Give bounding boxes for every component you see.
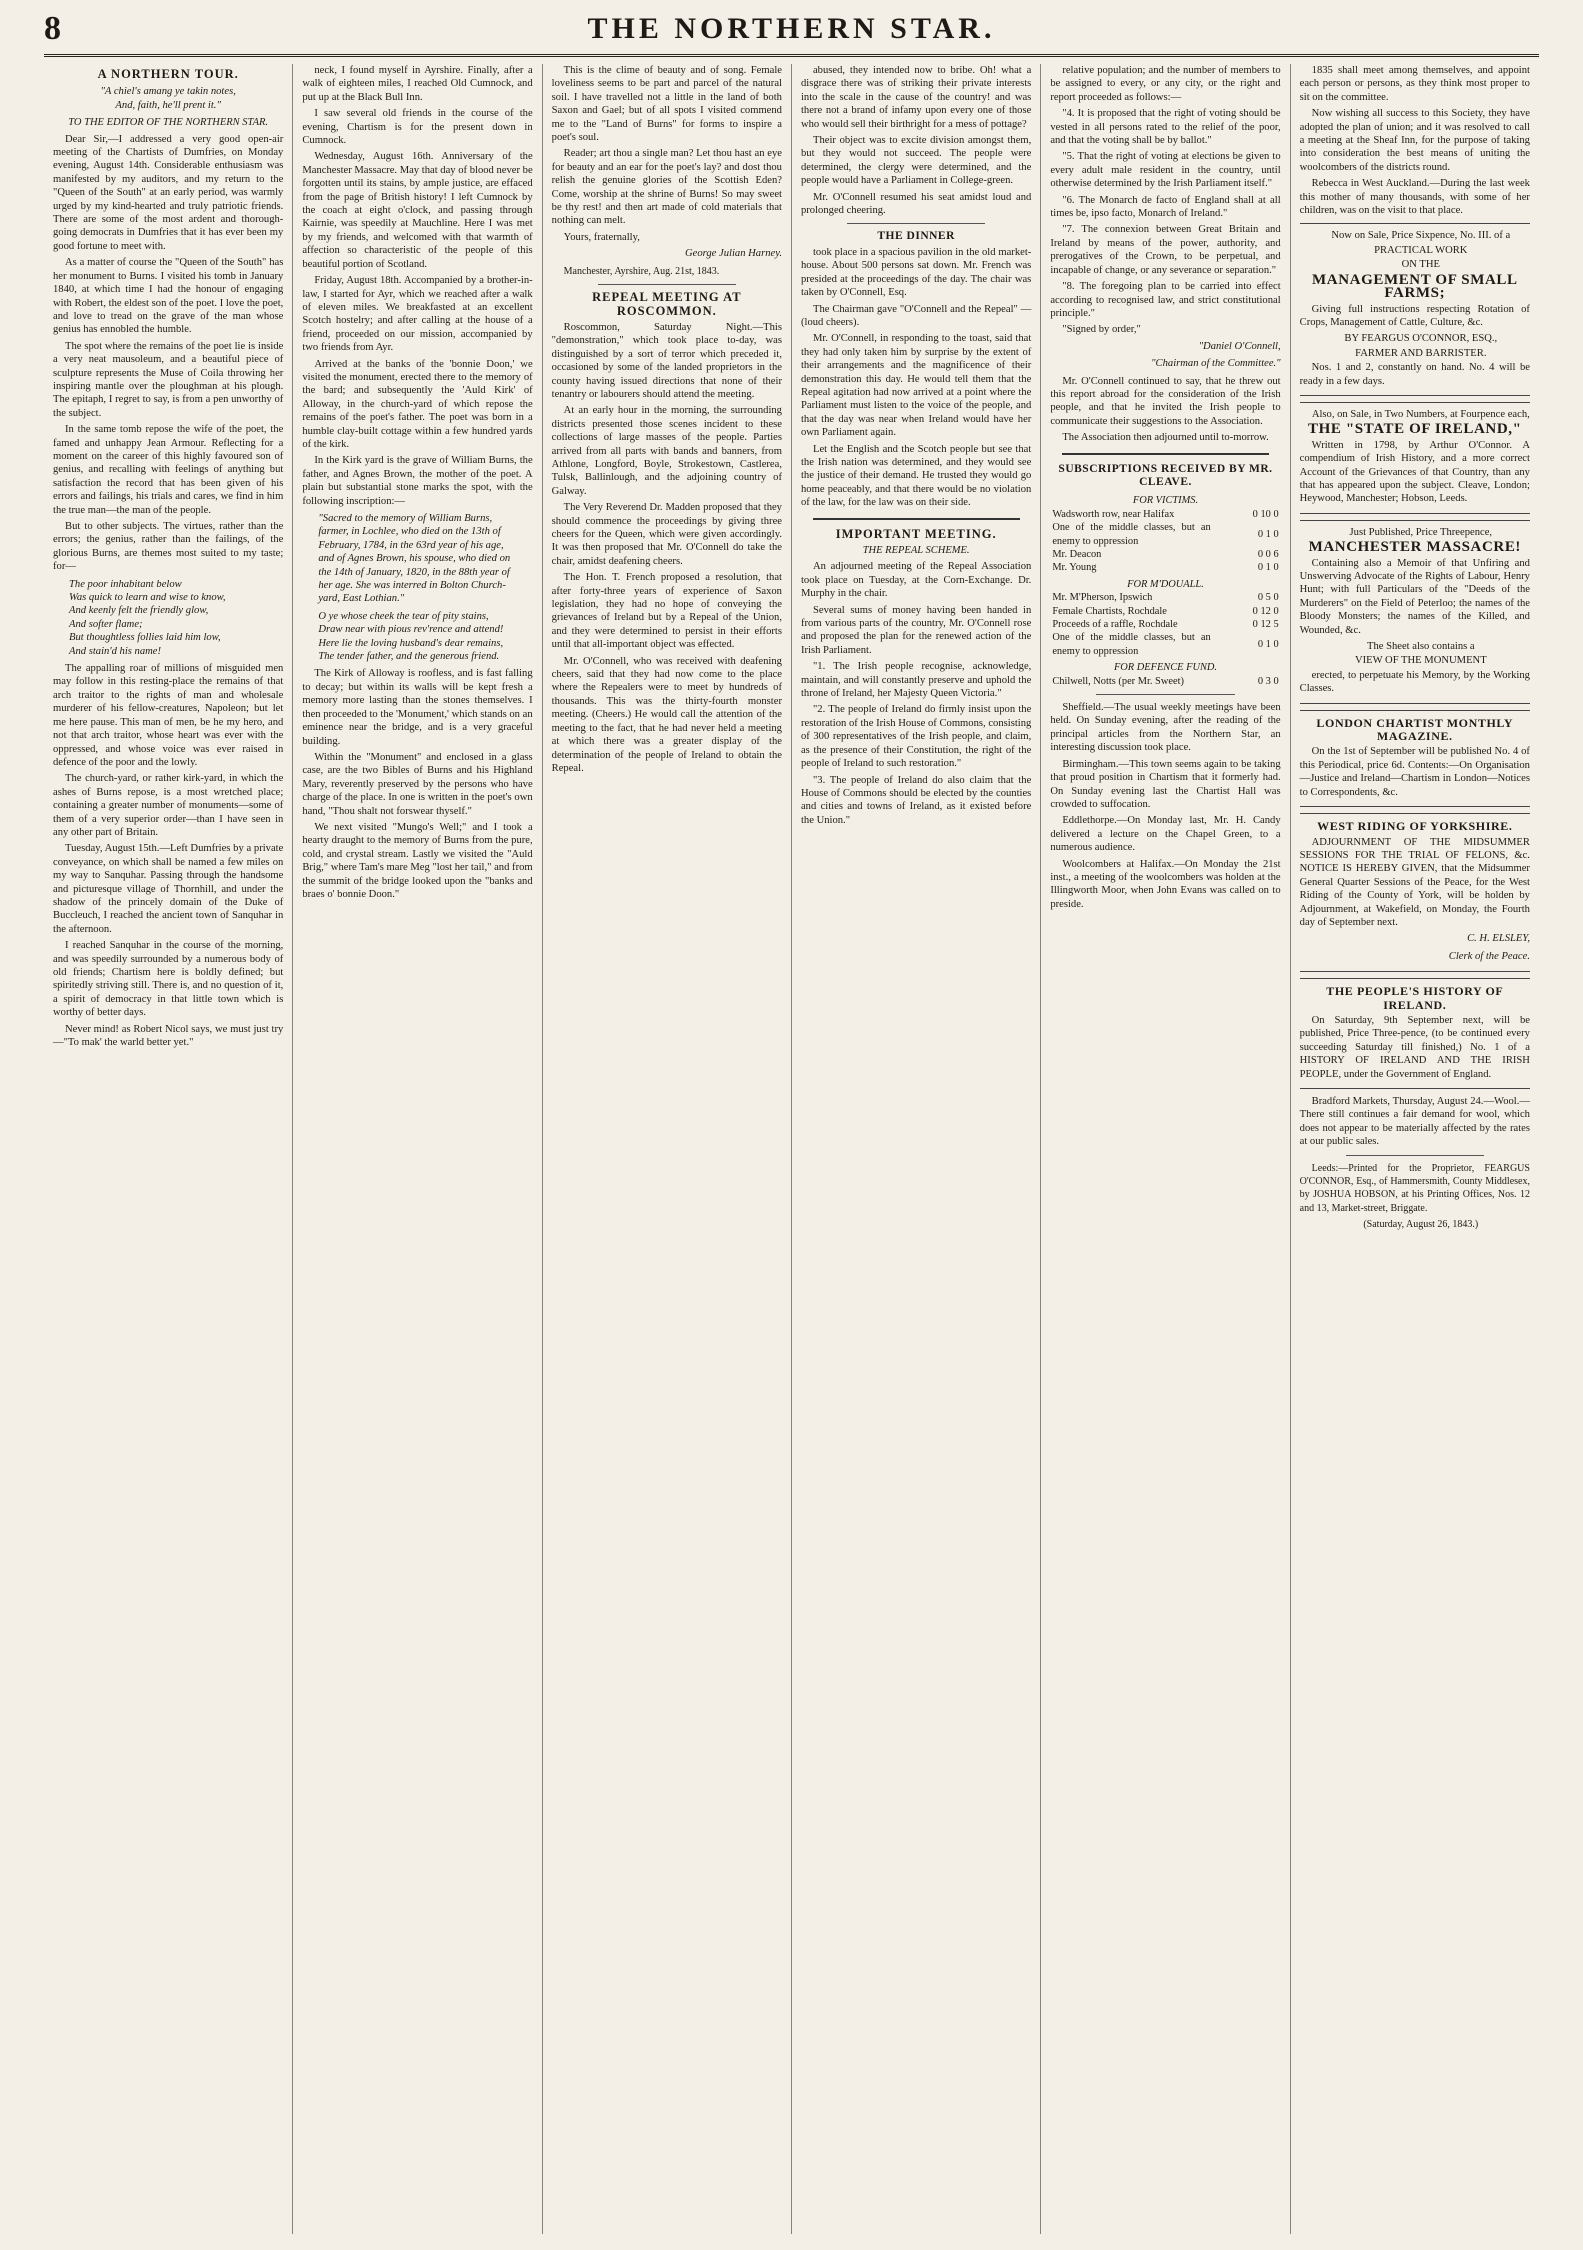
advertisement-small-farms xyxy=(1300,223,1530,395)
table-row: Mr. Young 0 1 0 xyxy=(1052,562,1279,574)
article-paragraph: The Hon. T. French proposed a resolution, that after forty-three years of experience of Saxon legislation, they had no hope of conveying the grievances of Ireland but by a Repeal of the Union, and they were determined to persist in their efforts until that all-important object was effected. xyxy=(551,572,782,651)
article-paragraph: The appalling roar of millions of misguided men may follow in this resting-place the remains of that arch traitor to the rights of man and wholesale murderer of his fellow-creatures, Napoleon; but let me here pause. This man of men, be he my hero, and not that arch traitor, whose heart was ever with the oppressed, and whose voice was ever raised in defence of the poor and the lowly. xyxy=(53,663,284,768)
advertisement-manchester-massacre xyxy=(1300,520,1530,704)
advertisement-west-riding xyxy=(1300,813,1530,972)
article-paragraph: Reader; art thou a single man? Let thou hast an eye for beauty and an ear for the poet's lay? and dost thou relish the genuine glories of the Scottish Eden? Come, worship at the shrine of Burns! So may sweet be thy rest! and then art made of cold materials that nothing can melt. xyxy=(551,148,782,227)
ad-title: THE "STATE OF IRELAND," xyxy=(1308,421,1522,438)
ad-body: Written in 1798, by Arthur O'Connor. A compendium of Irish History, and a more correct Account of the Grievances of that Country, than any that has appeared upon the subject. Cleave, London; Heywood, Manchester; Hobson, Leeds. xyxy=(1299,439,1530,505)
section-divider xyxy=(1346,1155,1484,1156)
table-row: Chilwell, Notts (per Mr. Sweet) 0 3 0 xyxy=(1052,675,1279,687)
article-paragraph: "Signed by order," xyxy=(1062,324,1141,336)
table-row: Proceeds of a raffle, Rochdale 0 12 5 xyxy=(1052,619,1279,631)
printer-imprint: Leeds:—Printed for the Proprietor, FEARGUS O'CONNOR, Esq., of Hammersmith, County Middlesex, by JOSHUA HOBSON, at his Printing Offices, Nos. 12 and 13, Market-street, Briggate. xyxy=(1299,1162,1530,1214)
subscription-group-title: FOR DEFENCE FUND. xyxy=(1113,662,1217,674)
ad-lead: Now on Sale, Price Sixpence, No. III. of a xyxy=(1331,230,1511,242)
article-paragraph: "5. That the right of voting at elections be given to every adult male resident in the country, until otherwise determined by the Irish Parliament itself." xyxy=(1050,151,1281,190)
article-paragraph: Friday, August 18th. Accompanied by a brother-in-law, I started for Ayr, which we reached after a walk of eleven miles. We breakfasted at an excellent Scotch hostelry; and after calling at the house of a friend, proceeded on our mission, accompanied by two friends from Ayr. xyxy=(302,275,533,354)
article-paragraph: In the same tomb repose the wife of the poet, the famed and unhappy Jean Armour. Reflecting for a moment on the career of this highly favoured son of genius, and recalling with feelings of anything but satisfaction the record that has been given of his errors and failings, his trials and cares, we find in him the true man—the man of the people. xyxy=(53,424,284,516)
article-paragraph: At an early hour in the morning, the surrounding districts presented those scenes incident to these collections of large masses of the people. Parties arrived from all parts with bands and banners, from Athlone, Longford, Boyle, Strokestown, Castlerea, Tulsk, Ballinlough, and the adjoining country of Galway. xyxy=(551,405,782,497)
article-paragraph: I reached Sanquhar in the course of the morning, and was speedily surrounded by a numerous body of old friends; Chartism here is boldly defined; but spiritedly striving still. There is, and no question of it, a spirit of democracy in that little town which is worthy of better days. xyxy=(53,940,284,1019)
page-columns xyxy=(44,64,1539,2234)
table-row: One of the middle classes, but an enemy to oppression 0 1 0 xyxy=(1052,632,1279,657)
ad-title: THE PEOPLE'S HISTORY OF IRELAND. xyxy=(1326,984,1504,1012)
article-paragraph: Birmingham.—This town seems again to be taking that proud position in Chartism that it formerly had. On Sunday evening last the Chartist Hall was crowded to suffocation. xyxy=(1050,758,1281,810)
article-dateline: Manchester, Ayrshire, Aug. 21st, 1843. xyxy=(563,265,720,277)
imprint-date: (Saturday, August 26, 1843.) xyxy=(1363,1219,1479,1231)
article-paragraph: Several sums of money having been handed in from various parts of the country, Mr. O'Connell rose and proposed the plan for the renewed action of the Irish Parliament. xyxy=(800,604,1032,656)
article-paragraph: "7. The connexion between Great Britain and Ireland by means of the power, authority, and prerogatives of the Crown, to be perpetual, and incapable of change, or any severance or separation." xyxy=(1050,224,1281,276)
article-paragraph: In the Kirk yard is the grave of William Burns, the father, and Agnes Brown, the mother of the poet. A plain but substantial stone marks the spot, with the following inscription:— xyxy=(302,455,533,507)
article-paragraph: "3. The people of Ireland do also claim that the House of Commons should be elected by the counties and cities and towns of Ireland, as it existed before the Union." xyxy=(800,774,1032,826)
article-paragraph: "8. The foregoing plan to be carried into effect according to recognised law, and strict constitutional principle." xyxy=(1050,281,1281,319)
section-divider xyxy=(1096,694,1234,695)
advertisement-state-of-ireland xyxy=(1300,402,1530,514)
ad-tail: erected, to perpetuate his Memory, by the Working Classes. xyxy=(1299,669,1530,695)
subscriptions-table xyxy=(1050,491,1280,688)
to-editor-line: TO THE EDITOR OF THE NORTHERN STAR. xyxy=(68,117,269,129)
table-row: One of the middle classes, but an enemy to oppression 0 1 0 xyxy=(1052,522,1279,547)
article-paragraph: took place in a spacious pavilion in the old market-house. About 500 persons sat down. Mr. French was presided at the proceedings of the day. The chair was taken by O'Connell, Esq. xyxy=(800,246,1032,299)
article-paragraph: Dear Sir,—I addressed a very good open-air meeting of the Chartists of Dumfries, on Monday evening, August 14th. Considerable enthusiasm was manifested by my auditors, and my return to the "Queen of the South" at an early period, was warmly urged by my kind-hearted and truly patriotic friends. There are some of the most ardent and thorough-going democrats in Dumfries that it has ever been my good fortune to meet with. xyxy=(53,133,284,252)
poem-verse: The poor inhabitant below Was quick to learn and wise to know, And keenly felt the friendly glow, And softer flame; But thoughtless follies laid him low, And stain'd his name! xyxy=(69,578,226,657)
table-row: Mr. M'Pherson, Ipswich 0 5 0 xyxy=(1052,592,1279,604)
article-heading-dinner: THE DINNER xyxy=(877,230,955,243)
article-paragraph: Mr. O'Connell resumed his seat amidst loud and prolonged cheering. xyxy=(800,191,1032,217)
article-paragraph: Mr. O'Connell continued to say, that he threw out this report abroad for the consideration of the Irish people, and that he invited the Irish people to communicate their suggestions to the Association. xyxy=(1050,375,1281,427)
ad-footer: The Sheet also contains a xyxy=(1366,641,1475,653)
ad-kicker: PRACTICAL WORK xyxy=(1374,244,1468,256)
column-1 xyxy=(44,64,293,2234)
article-paragraph: "6. The Monarch de facto of England shall at all times be, ipso facto, Monarch of Ireland." xyxy=(1050,194,1281,220)
article-paragraph: This is the clime of beauty and of song. Female loveliness seems to be part and parcel of the natural soil. I have travelled not a little in the land of both Saxon and Gael; but of all spots I visited commend me to the "Land of Burns" for forms to inspire a poet's soul. xyxy=(551,65,782,144)
article-paragraph: Wednesday, August 16th. Anniversary of the Manchester Massacre. May that day of blood never be forgotten until its stains, by ample justice, are effaced from the page of British history! I left Cumnock by the coach at eight o'clock, and passing through Kairnie, was speedily at Mauchline. Here I was met by my friends, and welcomed with that warmth of affection so characteristic of the people of this beautiful portion of Scotland. xyxy=(302,151,533,270)
article-paragraph: The church-yard, or rather kirk-yard, in which the ashes of Burns repose, is a most wretched place; containing a greater number of monuments—some of them of a very superior order—than I have seen in any other part of Britain. xyxy=(53,773,284,838)
article-paragraph: The Association then adjourned until to-morrow. xyxy=(1062,432,1269,444)
column-3 xyxy=(543,64,792,2234)
advertisement-chartist-magazine xyxy=(1300,710,1530,807)
article-paragraph: But to other subjects. The virtues, rather than the errors; the genius, rather than the failings, of the glorious Burns, are themes most suited to my taste; for— xyxy=(53,521,284,573)
article-paragraph: Yours, fraternally, xyxy=(563,231,640,243)
notice-paragraph: Rebecca in West Auckland.—During the last week this mother of many thousands, with some of her children, was on the visit to that place. xyxy=(1299,178,1530,217)
ad-author-title: FARMER AND BARRISTER. xyxy=(1355,347,1487,359)
ad-title: WEST RIDING OF YORKSHIRE. xyxy=(1317,819,1513,834)
section-divider xyxy=(598,284,736,285)
subscription-group-title: FOR M'DOUALL. xyxy=(1127,578,1204,590)
article-paragraph: Let the English and the Scotch people but see that the Irish nation was determined, and they would see the justice of their demand. He trusted they would go home peaceably, and that there would be no violation of the law, for the law was on their side. xyxy=(800,443,1032,509)
advertisement-history-of-ireland xyxy=(1300,978,1530,1089)
section-divider xyxy=(1062,453,1269,455)
article-paragraph: Within the "Monument" and enclosed in a glass case, are the two Bibles of Burns and his Highland Mary, reverently preserved by the persons who have charge of the place. In one is written in the poet's own hand, "Thou shalt not forswear thyself." xyxy=(302,751,533,817)
article-paragraph: Roscommon, Saturday Night.—This "demonstration," which took place to-day, was distinguished by a sort of terror which preceded it, occasioned by some of the landed proprietors in the county having issued directions that none of their tenantry or labourers should attend the meeting. xyxy=(551,321,782,400)
article-signature: George Julian Harney. xyxy=(684,248,782,260)
table-row: Mr. Deacon 0 0 6 xyxy=(1052,549,1279,560)
article-paragraph: I saw several old friends in the course of the evening, Chartism is for the present down in Cumnock. xyxy=(302,108,533,147)
article-motto: "A chiel's amang ye takin notes, And, faith, he'll prent it." xyxy=(100,86,236,111)
subscriptions-heading: SUBSCRIPTIONS RECEIVED BY MR. CLEAVE. xyxy=(1058,462,1273,488)
article-paragraph: An adjourned meeting of the Repeal Association took place on Tuesday, at the Corn-Exchange. Dr. Murphy in the chair. xyxy=(800,561,1032,600)
article-paragraph: Sheffield.—The usual weekly meetings have been held. On Sunday evening, after the reading of the principal articles from the Northern Star, an interesting discussion took place. xyxy=(1050,702,1281,754)
poem-verse: O ye whose cheek the tear of pity stains, Draw near with pious rev'rence and attend! Here lie the loving husband's dear remains, The tender father, and the generous friend. xyxy=(318,610,504,663)
article-paragraph: The Chairman gave "O'Connell and the Repeal" —(loud cheers). xyxy=(800,303,1032,328)
article-paragraph: We next visited "Mungo's Well;" and I took a hearty draught to the memory of Burns from the pure, cold, and crystal stream. Lastly we visited the "Auld Brig," where Tam's mare Meg "lost her tail," and from the summit of the bridge looked upon the "banks and braes o' bonnie Doon." xyxy=(302,821,533,900)
ad-lead: Also, on Sale, in Two Numbers, at Fourpence each, xyxy=(1311,408,1530,420)
article-signature-title: "Chairman of the Committee." xyxy=(1151,358,1281,370)
article-paragraph: abused, they intended now to bribe. Oh! what a disgrace there was of striking their private interests into the scale in the cause of the country! and was there not a brand of infamy upon every one of those who would sell their birthright for a mess of pottage? xyxy=(800,65,1032,130)
article-paragraph: relative population; and the number of members to be assigned to every, or any city, or the right and report proceeded as follows:— xyxy=(1050,65,1281,103)
ad-body: Containing also a Memoir of that Unfiring and Unswerving Advocate of the Rights of Labour, Henry Hunt; with full Particulars of the "Deeds of the Murderers" on the Field of Peterloo; the names of the Bloody Monsters; the names of the Killed, and Wounded, &c. xyxy=(1299,557,1530,636)
article-paragraph: Eddlethorpe.—On Monday last, Mr. H. Candy delivered a lecture on the Chapel Green, to a numerous audience. xyxy=(1050,815,1281,854)
article-paragraph: "2. The people of Ireland do firmly insist upon the restoration of the Irish House of Commons, consisting of 300 representatives of the Irish people, and claim, as the presence of their Constitution, the right of the people of Ireland to such restoration." xyxy=(800,704,1032,770)
article-paragraph: Mr. O'Connell, in responding to the toast, said that they had only taken him by surprise by the extent of their arrangements and the magnificence of their demonstration this day. He would tell them that the Repeal agitation had now arrived at a point where the Parliament must listen to the voice of the people, and that the day was near when Ireland would have her own Parliament again. xyxy=(800,333,1032,439)
article-paragraph: Tuesday, August 15th.—Left Dumfries by a private conveyance, on which shall be named a few miles on my way to Sanquhar. Passing through the handsome and picturesque village of Thornhill, and under the shadow of the princely domain of the Duke of Buccleuch, I reached the ancient town of Sanquhar in the afternoon. xyxy=(53,843,284,935)
article-paragraph: Never mind! as Robert Nicol says, we must just try—"To mak' the warld better yet." xyxy=(53,1023,284,1049)
ad-signature: C. H. ELSLEY, xyxy=(1467,933,1530,945)
article-paragraph: "1. The Irish people recognise, acknowledge, maintain, and will constantly preserve and uphold the throne of Ireland, her Majesty Queen Victoria." xyxy=(800,661,1032,700)
ad-body: On the 1st of September will be published No. 4 of this Periodical, price 6d. Contents:—On Organisation—Justice and Ireland—Chartism in London—Notices to Correspondents, &c. xyxy=(1299,746,1530,798)
subscription-group-title: FOR VICTIMS. xyxy=(1132,495,1199,507)
article-signature: "Daniel O'Connell, xyxy=(1198,340,1281,352)
ad-title: LONDON CHARTIST MONTHLY MAGAZINE. xyxy=(1316,715,1514,744)
newspaper-title: THE NORTHERN STAR. xyxy=(587,12,996,45)
article-paragraph: Woolcombers at Halifax.—On Monday the 21st inst., a meeting of the woolcombers was holden at the Illingworth Moor, when John Evans was called on to preside. xyxy=(1050,858,1281,910)
ad-author: BY FEARGUS O'CONNOR, ESQ., xyxy=(1344,333,1498,345)
column-6 xyxy=(1291,64,1539,2234)
ad-connector: ON THE xyxy=(1401,259,1440,271)
ad-signature-title: Clerk of the Peace. xyxy=(1448,950,1530,962)
article-subheading: THE REPEAL SCHEME. xyxy=(862,545,970,556)
article-heading-important-meeting: IMPORTANT MEETING. xyxy=(835,526,997,541)
article-paragraph: 1835 shall meet among themselves, and appoint each person or persons, as they think most proper to sit on the committee. xyxy=(1299,65,1530,103)
ad-body: Giving full instructions respecting Rotation of Crops, Management of Cattle, Culture, &c. xyxy=(1299,303,1530,328)
page-number: 8 xyxy=(44,10,61,47)
article-paragraph: The Very Reverend Dr. Madden proposed that they should commence the proceedings by giving three cheers for the Queen, which were given accordingly. It was then proposed that Mr. O'Connell do take the chair, amidst deafening cheers. xyxy=(551,502,782,567)
ad-lead: Just Published, Price Threepence, xyxy=(1349,526,1493,538)
column-4 xyxy=(792,64,1041,2234)
masthead xyxy=(44,10,1539,57)
article-heading-repeal-meeting: REPEAL MEETING AT ROSCOMMON. xyxy=(592,290,742,318)
table-row: Female Chartists, Rochdale 0 12 0 xyxy=(1052,605,1279,617)
ad-footer: Nos. 1 and 2, constantly on hand. No. 4 will be ready in a few days. xyxy=(1299,362,1530,387)
article-paragraph: The Kirk of Alloway is roofless, and is fast falling to decay; but within its walls will be kept fresh a memory more lasting than the stones themselves. I then proceeded to the 'Monument,' which stands on an eminence near the bridge, and is a very graceful building. xyxy=(302,668,533,747)
ad-subtitle: VIEW OF THE MONUMENT xyxy=(1354,655,1487,667)
ad-title: MANAGEMENT OF SMALL FARMS; xyxy=(1312,271,1518,302)
section-divider xyxy=(847,223,985,224)
ad-body: ADJOURNMENT OF THE MIDSUMMER SESSIONS FOR THE TRIAL OF FELONS, &c. NOTICE IS HEREBY GIVEN, that the Midsummer General Quarter Sessions of the Peace, for the West Riding of the County of York, will be holden by Adjournment, at Wakefield, on Monday, the Fourth day of September next. xyxy=(1299,836,1530,928)
table-row: Wadsworth row, near Halifax 0 10 0 xyxy=(1052,508,1279,520)
article-paragraph: As a matter of course the "Queen of the South" has her monument to Burns. I visited his tomb in January 1840, at which time I had the honour of engaging with Robert, the eldest son of the poet. I love the poet, and love to tread on the grave of the man whose genius has ennobled the humble. xyxy=(53,257,284,336)
article-paragraph: Mr. O'Connell, who was received with deafening cheers, said that they had now come to the place where the Repealers were to meet by hundreds of thousands. This was the thirty-fourth monster meeting. (Cheers.) He would call the attention of the meeting to the fact, that he had never held a meeting at which there was a greater display of the determination of the people of Ireland to obtain the Repeal. xyxy=(551,655,782,774)
article-paragraph: Their object was to excite division amongst them, but they would not succeed. The people were determined, the clergy were determined, and the people would have a Parliament in College-green. xyxy=(800,135,1032,187)
column-2 xyxy=(293,64,542,2234)
article-paragraph: The spot where the remains of the poet lie is inside a very neat mausoleum, and a beautiful piece of sculpture represents the Muse of Coila throwing her inspiring mantle over the ploughman at his plough. The epitaph, I regret to say, is from a pen unworthy of the subject. xyxy=(53,340,284,419)
ad-title: MANCHESTER MASSACRE! xyxy=(1308,539,1522,556)
article-paragraph: Now wishing all success to this Society, they have adopted the plan of union; and it was resolved to call a meeting at the Sheaf Inn, for the purpose of taking into consideration the best means of uniting the woolcombers of the districts round. xyxy=(1299,108,1530,173)
markets-report: Bradford Markets, Thursday, August 24.—Wool.—There still continues a fair demand for wool, which does not appear to be materially affected by the rates at our public sales. xyxy=(1299,1096,1530,1148)
article-paragraph: neck, I found myself in Ayrshire. Finally, after a walk of eighteen miles, I reached Old Cumnock, and put up at the Black Bull Inn. xyxy=(302,65,533,103)
ad-body: On Saturday, 9th September next, will be published, Price Three-pence, (to be continued every succeeding Saturday till finished,) No. 1 of a HISTORY OF IRELAND AND THE IRISH PEOPLE, under the Government of England. xyxy=(1299,1014,1530,1080)
column-5 xyxy=(1041,64,1290,2234)
article-paragraph: "4. It is proposed that the right of voting should be vested in all persons rated to the relief of the poor, and that the voting shall be by ballot." xyxy=(1050,108,1281,147)
epitaph-inscription: "Sacred to the memory of William Burns, farmer, in Lochlee, who died on the 13th of February, 1784, in the 63rd year of his age, and of Agnes Brown, his spouse, who died on the 14th of January, 1820, in the 88th year of her age. She was interred in Bolton Church-yard, East Lothian." xyxy=(318,513,511,605)
section-divider xyxy=(813,518,1020,520)
article-paragraph: Arrived at the banks of the 'bonnie Doon,' we visited the monument, erected there to the memory of the bard; and subsequently the 'Auld Kirk' of Alloway, in the church-yard of which repose the remains of the poet's father. The poet was born in a humble clay-built cottage within a few hundred yards of the kirk. xyxy=(302,358,533,450)
article-heading-northern-tour: A NORTHERN TOUR. xyxy=(97,67,239,81)
